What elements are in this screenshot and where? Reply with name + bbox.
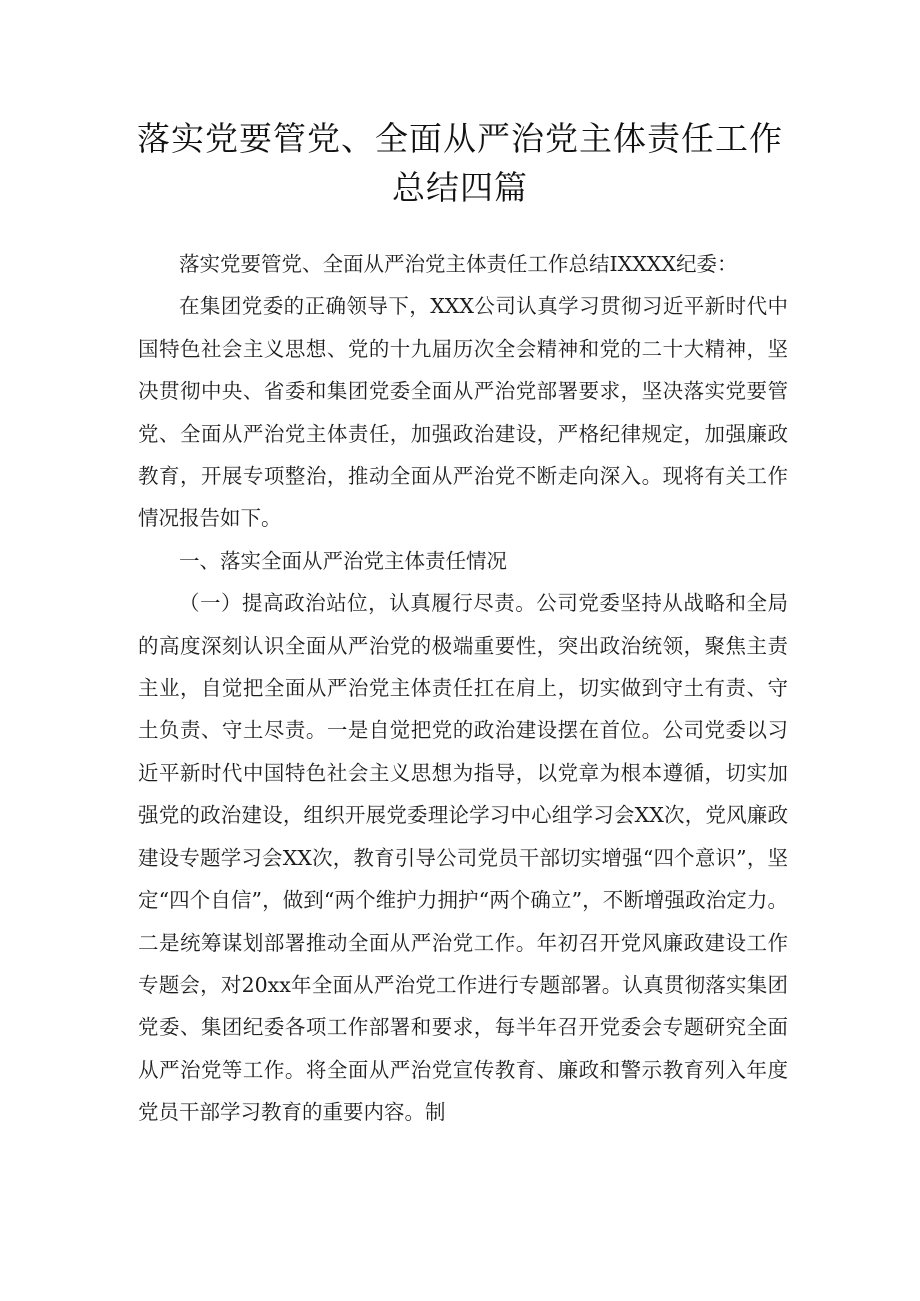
salutation-paragraph: 落实党要管党、全面从严治党主体责任工作总结IXXXX纪委： — [179, 252, 738, 276]
subsection-paragraph: （一）提高政治站位，认真履行尽责。公司党委坚持从战略和全局的高度深刻认识全面从严治党的极端重要性，突出政治统领，聚焦主责主业，自觉把全面从严治党主体责任扛在肩上，切实做到守土有责、守土负责、守土尽责。一是自觉把党的政治建设摆在首位。公司党委以习近平新时代中国特色社会主义思想为指导，以党章为根本遵循，切实加强党的政治建设，组织开展党委理论学习中心组学习会XX次，党风廉政建设专题学习会XX次，教育引导公司党员干部切实增强“四个意识”，坚定“四个自信”，做到“两个维护力拥护“两个确立”，不断增强政治定力。二是统筹谋划部署推动全面从严治党工作。年初召开党风廉政建设工作专题会，对20xx年全面从严治党工作进行专题部署。认真贯彻落实集团党委、集团纪委各项工作部署和要求，每半年召开党委会专题研究全面从严治党等工作。将全面从严治党宣传教育、廉政和警示教育列入年度党员干部学习教育的重要内容。制 — [138, 591, 788, 1125]
document-body — [138, 243, 788, 1134]
document-title-line-2: 总结四篇 — [392, 168, 528, 207]
section-heading: 一、落实全面从严治党主体责任情况 — [179, 548, 507, 573]
intro-paragraph: 在集团党委的正确领导下，XXX公司认真学习贯彻习近平新时代中国特色社会主义思想、党的十九届历次全会精神和党的二十大精神，坚决贯彻中央、省委和集团党委全面从严治党部署要求，坚决落实党要管党、全面从严治党主体责任，加强政治建设，严格纪律规定，加强廉政教育，开展专项整治，推动全面从严治党不断走向深入。现将有关工作情况报告如下。 — [138, 294, 788, 531]
document-title-line-1: 落实党要管党、全面从严治党主体责任工作 — [137, 119, 783, 158]
